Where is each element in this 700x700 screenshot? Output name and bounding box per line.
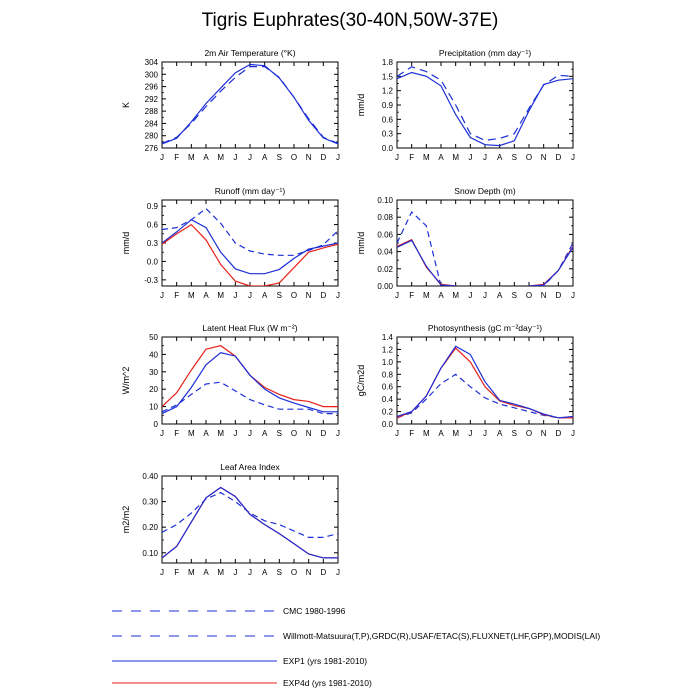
x-tick-label-lhf: O bbox=[290, 429, 298, 438]
y-tick-label-snow: 0.06 bbox=[377, 230, 393, 240]
x-tick-label-lhf: M bbox=[217, 429, 225, 438]
plot-frame-precip bbox=[397, 62, 573, 148]
y-tick-label-lai: 0.20 bbox=[142, 523, 158, 533]
y-tick-label-lhf: 50 bbox=[149, 333, 158, 342]
x-tick-label-precip: A bbox=[496, 153, 503, 162]
x-tick-label-gpp: J bbox=[483, 429, 487, 438]
panel-title-t2m: 2m Air Temperature (°K) bbox=[204, 48, 296, 58]
x-tick-label-lai: A bbox=[203, 568, 209, 577]
x-tick-label-t2m: S bbox=[276, 153, 283, 162]
x-tick-label-precip: J bbox=[395, 153, 399, 162]
x-tick-label-runoff: N bbox=[305, 291, 312, 300]
x-tick-label-runoff: M bbox=[217, 291, 225, 300]
x-tick-label-gpp: S bbox=[511, 429, 518, 438]
x-tick-label-lhf: N bbox=[305, 429, 312, 438]
x-tick-label-runoff: J bbox=[248, 291, 252, 300]
x-tick-label-precip: J bbox=[571, 153, 575, 162]
panel-title-gpp: Photosynthesis (gC m⁻²day⁻¹) bbox=[427, 323, 543, 333]
x-tick-label-gpp: M bbox=[452, 429, 460, 438]
x-tick-label-precip: J bbox=[468, 153, 473, 162]
x-tick-label-snow: J bbox=[395, 291, 399, 300]
series-line-exp4d-lhf bbox=[162, 346, 338, 407]
y-tick-label-t2m: 300 bbox=[144, 70, 158, 80]
x-tick-label-t2m: N bbox=[305, 153, 312, 162]
y-tick-label-t2m: 288 bbox=[144, 107, 158, 117]
x-tick-label-gpp: D bbox=[555, 429, 562, 438]
plot-frame-snow bbox=[397, 200, 573, 286]
x-tick-label-gpp: A bbox=[438, 429, 444, 438]
y-tick-label-lhf: 10 bbox=[149, 402, 158, 412]
series-line-exp4d-lai bbox=[162, 488, 338, 558]
y-axis-label-t2m: K bbox=[121, 101, 131, 109]
y-tick-label-snow: 0.00 bbox=[377, 282, 393, 291]
x-tick-label-gpp: N bbox=[540, 429, 547, 438]
x-tick-label-runoff: D bbox=[320, 291, 327, 300]
y-tick-label-t2m: 276 bbox=[144, 144, 158, 153]
x-tick-label-runoff: A bbox=[261, 291, 268, 300]
x-tick-label-snow: S bbox=[511, 291, 518, 300]
y-tick-label-t2m: 284 bbox=[144, 119, 158, 129]
plot-frame-lhf bbox=[162, 337, 338, 424]
y-tick-label-runoff: -0.3 bbox=[144, 275, 158, 285]
x-tick-label-gpp: F bbox=[409, 429, 415, 438]
series-line-cmc-t2m bbox=[162, 67, 338, 144]
x-tick-label-snow: N bbox=[540, 291, 547, 300]
x-tick-label-gpp: O bbox=[525, 429, 533, 438]
y-tick-label-snow: 0.08 bbox=[377, 213, 393, 223]
x-tick-label-lai: J bbox=[160, 568, 164, 577]
y-tick-label-gpp: 0.2 bbox=[381, 407, 393, 417]
y-tick-label-lai: 0.10 bbox=[142, 548, 158, 558]
x-tick-label-t2m: J bbox=[160, 153, 164, 162]
y-tick-label-runoff: 0.3 bbox=[146, 239, 158, 248]
panel-runoff bbox=[121, 186, 340, 300]
y-tick-label-gpp: 0.0 bbox=[381, 420, 393, 429]
x-tick-label-lhf: A bbox=[261, 429, 268, 438]
panel-gpp bbox=[356, 323, 575, 438]
series-line-exp1-runoff bbox=[162, 220, 338, 274]
x-tick-label-lhf: J bbox=[233, 429, 238, 438]
x-tick-label-snow: M bbox=[422, 291, 430, 300]
x-tick-label-lhf: F bbox=[174, 429, 180, 438]
series-line-obs-snow bbox=[529, 243, 573, 286]
x-tick-label-runoff: J bbox=[160, 291, 164, 300]
x-tick-label-lai: S bbox=[276, 568, 283, 577]
x-tick-label-precip: O bbox=[525, 153, 533, 162]
y-axis-label-lai: m2/m2 bbox=[121, 505, 131, 534]
x-tick-label-lai: A bbox=[261, 568, 268, 577]
x-tick-label-t2m: J bbox=[233, 153, 238, 162]
x-tick-label-snow: D bbox=[555, 291, 562, 300]
x-tick-label-t2m: O bbox=[290, 153, 298, 162]
x-tick-label-t2m: J bbox=[336, 153, 340, 162]
x-tick-label-t2m: D bbox=[320, 153, 327, 162]
y-tick-label-precip: 0.6 bbox=[381, 115, 393, 125]
y-tick-label-lai: 0.30 bbox=[142, 497, 158, 507]
y-tick-label-runoff: 0.6 bbox=[146, 220, 158, 230]
x-tick-label-lhf: J bbox=[248, 429, 252, 438]
y-tick-label-lai: 0.40 bbox=[142, 472, 158, 481]
panel-lhf bbox=[121, 323, 340, 438]
x-tick-label-snow: J bbox=[468, 291, 473, 300]
x-tick-label-precip: S bbox=[511, 153, 518, 162]
x-tick-label-t2m: M bbox=[187, 153, 195, 162]
plot-frame-t2m bbox=[162, 62, 338, 148]
x-tick-label-runoff: O bbox=[290, 291, 298, 300]
x-tick-label-lhf: M bbox=[187, 429, 195, 438]
y-tick-label-precip: 0.3 bbox=[381, 129, 393, 139]
legend-label-cmc: CMC 1980-1996 bbox=[283, 606, 346, 616]
series-line-exp1-t2m bbox=[162, 65, 338, 145]
series-line-cmc-precip bbox=[397, 67, 573, 141]
x-tick-label-lhf: J bbox=[336, 429, 340, 438]
x-tick-label-gpp: A bbox=[496, 429, 503, 438]
y-tick-label-gpp: 1.2 bbox=[381, 345, 393, 355]
x-tick-label-gpp: J bbox=[571, 429, 575, 438]
y-tick-label-gpp: 0.8 bbox=[381, 370, 393, 380]
y-tick-label-snow: 0.10 bbox=[377, 196, 393, 205]
series-line-exp4d-runoff bbox=[162, 225, 338, 286]
series-line-exp4d-snow bbox=[397, 240, 456, 286]
x-tick-label-t2m: J bbox=[248, 153, 252, 162]
y-tick-label-gpp: 0.6 bbox=[381, 382, 393, 392]
y-tick-label-precip: 1.8 bbox=[381, 58, 393, 67]
x-tick-label-snow: O bbox=[525, 291, 533, 300]
legend-label-obs: Willmott-Matsuura(T,P),GRDC(R),USAF/ETAC(S),FLUXNET(LHF,GPP),MODIS(LAI) bbox=[283, 631, 601, 641]
x-tick-label-runoff: J bbox=[233, 291, 238, 300]
y-tick-label-gpp: 1.0 bbox=[381, 357, 393, 367]
panel-title-snow: Snow Depth (m) bbox=[454, 186, 516, 196]
x-tick-label-lhf: A bbox=[203, 429, 209, 438]
x-tick-label-snow: A bbox=[496, 291, 503, 300]
x-tick-label-lai: N bbox=[305, 568, 312, 577]
x-tick-label-lhf: J bbox=[160, 429, 164, 438]
y-tick-label-precip: 1.5 bbox=[381, 72, 393, 82]
x-tick-label-snow: M bbox=[452, 291, 460, 300]
y-tick-label-runoff: 0.0 bbox=[146, 257, 158, 267]
x-tick-label-lai: O bbox=[290, 568, 298, 577]
y-axis-label-precip: mm/d bbox=[356, 93, 366, 117]
y-tick-label-t2m: 280 bbox=[144, 131, 158, 141]
series-line-exp1-snow bbox=[397, 240, 456, 286]
x-tick-label-snow: J bbox=[483, 291, 487, 300]
legend-label-exp4d: EXP4d (yrs 1981-2010) bbox=[283, 678, 372, 688]
x-tick-label-lai: M bbox=[187, 568, 195, 577]
series-line-exp1-gpp bbox=[397, 346, 573, 418]
legend-label-exp1: EXP1 (yrs 1981-2010) bbox=[283, 656, 368, 666]
x-tick-label-runoff: F bbox=[174, 291, 180, 300]
series-line-exp1-precip bbox=[397, 73, 573, 146]
x-tick-label-precip: F bbox=[409, 153, 415, 162]
x-tick-label-precip: A bbox=[438, 153, 444, 162]
y-axis-label-gpp: gC/m2d bbox=[356, 364, 366, 397]
x-tick-label-snow: F bbox=[409, 291, 415, 300]
y-tick-label-precip: 0.9 bbox=[381, 101, 393, 110]
x-tick-label-precip: N bbox=[540, 153, 547, 162]
y-tick-label-lhf: 20 bbox=[149, 385, 158, 395]
y-axis-label-lhf: W/m^2 bbox=[121, 366, 131, 395]
x-tick-label-lai: D bbox=[320, 568, 327, 577]
x-tick-label-runoff: J bbox=[336, 291, 340, 300]
panel-title-runoff: Runoff (mm day⁻¹) bbox=[214, 186, 286, 196]
panel-title-lhf: Latent Heat Flux (W m⁻²) bbox=[202, 323, 298, 333]
x-tick-label-precip: J bbox=[483, 153, 487, 162]
y-tick-label-gpp: 1.4 bbox=[381, 333, 393, 342]
y-tick-label-runoff: 0.9 bbox=[146, 202, 158, 212]
panel-lai bbox=[121, 462, 340, 577]
x-tick-label-gpp: M bbox=[422, 429, 430, 438]
x-tick-label-lhf: D bbox=[320, 429, 327, 438]
x-tick-label-runoff: S bbox=[276, 291, 283, 300]
y-axis-label-snow: mm/d bbox=[356, 231, 366, 255]
x-tick-label-t2m: A bbox=[261, 153, 268, 162]
x-tick-label-lai: J bbox=[336, 568, 340, 577]
y-tick-label-snow: 0.02 bbox=[377, 264, 393, 274]
y-axis-label-runoff: mm/d bbox=[121, 231, 131, 255]
x-tick-label-t2m: F bbox=[174, 153, 180, 162]
y-tick-label-lhf: 30 bbox=[149, 367, 158, 377]
series-line-exp1-lhf bbox=[162, 353, 338, 414]
panel-snow bbox=[356, 186, 575, 300]
series-line-exp1-lai bbox=[162, 488, 338, 558]
x-tick-label-t2m: A bbox=[203, 153, 209, 162]
series-line-obs-snow bbox=[397, 212, 456, 286]
series-line-exp1-snow bbox=[529, 247, 573, 286]
panel-t2m bbox=[121, 48, 340, 162]
y-tick-label-gpp: 0.4 bbox=[381, 395, 393, 405]
y-tick-label-t2m: 292 bbox=[144, 94, 158, 104]
series-line-exp4d-snow bbox=[529, 246, 573, 286]
y-tick-label-t2m: 304 bbox=[144, 58, 158, 67]
x-tick-label-runoff: M bbox=[187, 291, 195, 300]
x-tick-label-precip: M bbox=[422, 153, 430, 162]
x-tick-label-snow: A bbox=[438, 291, 444, 300]
x-tick-label-lhf: S bbox=[276, 429, 283, 438]
x-tick-label-lai: J bbox=[233, 568, 238, 577]
x-tick-label-lai: F bbox=[174, 568, 180, 577]
y-tick-label-lhf: 40 bbox=[149, 350, 158, 360]
y-tick-label-lhf: 0 bbox=[153, 420, 158, 429]
x-tick-label-precip: M bbox=[452, 153, 460, 162]
panel-title-lai: Leaf Area Index bbox=[220, 462, 280, 472]
plot-frame-lai bbox=[162, 476, 338, 563]
y-tick-label-precip: 1.2 bbox=[381, 86, 393, 96]
y-tick-label-snow: 0.04 bbox=[377, 247, 393, 257]
x-tick-label-lai: M bbox=[217, 568, 225, 577]
x-tick-label-gpp: J bbox=[395, 429, 399, 438]
x-tick-label-t2m: M bbox=[217, 153, 225, 162]
x-tick-label-precip: D bbox=[555, 153, 562, 162]
y-tick-label-precip: 0.0 bbox=[381, 144, 393, 153]
figure-title: Tigris Euphrates(30-40N,50W-37E) bbox=[201, 10, 499, 31]
series-line-exp4d-gpp bbox=[397, 348, 573, 418]
x-tick-label-gpp: J bbox=[468, 429, 473, 438]
x-tick-label-runoff: A bbox=[203, 291, 209, 300]
panel-title-precip: Precipitation (mm day⁻¹) bbox=[438, 48, 532, 58]
y-tick-label-t2m: 296 bbox=[144, 82, 158, 92]
panel-precip bbox=[356, 48, 575, 162]
x-tick-label-snow: J bbox=[571, 291, 575, 300]
x-tick-label-lai: J bbox=[248, 568, 252, 577]
